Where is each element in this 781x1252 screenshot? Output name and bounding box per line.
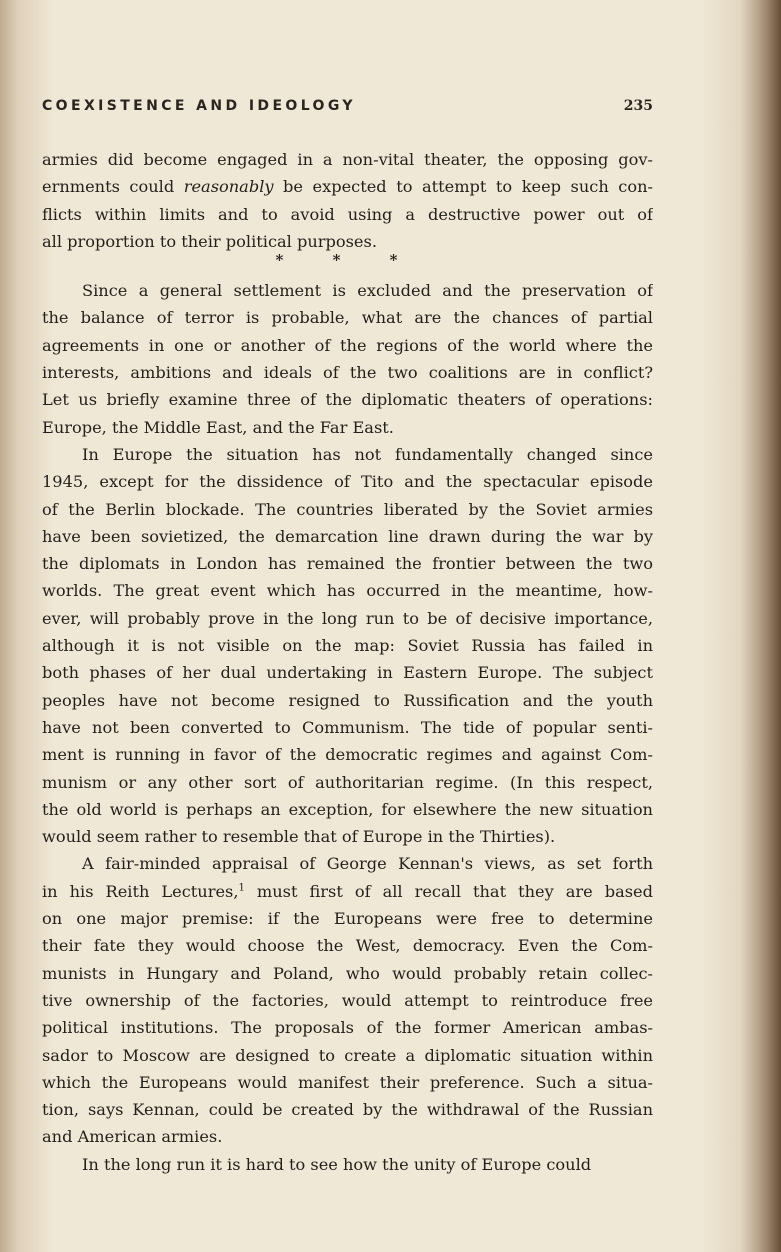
text-line: the balance of terror is probable, what are the chances of partial [42, 308, 653, 328]
text-line: would seem rather to resemble that of Europe in the Thirties). [42, 827, 556, 847]
text-line: tive ownership of the factories, would attempt to reintroduce free [42, 990, 653, 1010]
text-line: sador to Moscow are designed to create a diplomatic situation within [42, 1045, 653, 1065]
body-text [42, 146, 653, 1178]
text-line: which the Europeans would manifest their preference. Such a situa- [42, 1072, 653, 1092]
running-head-title: COEXISTENCE AND IDEOLOGY [42, 98, 356, 114]
text-line: the old world is perhaps an exception, for elsewhere the new situation [42, 799, 653, 819]
text-line: In the long run it is hard to see how the unity of Europe could [82, 1154, 592, 1174]
text-line: ment is running in favor of the democratic regimes and against Com- [42, 745, 653, 765]
text-line: political institutions. The proposals of the former American ambas- [42, 1018, 653, 1038]
text-line: have not been converted to Communism. The tide of popular senti- [42, 717, 653, 737]
text-line: have been sovietized, the demarcation line drawn during the war by [42, 526, 653, 546]
text-line: ernments could reasonably be expected to attempt to keep such con- [42, 177, 653, 197]
text-line: flicts within limits and to avoid using a destructive power out of [42, 204, 653, 224]
text-line: Europe, the Middle East, and the Far East. [42, 417, 394, 437]
text-line: armies did become engaged in a non-vital theater, the opposing gov- [42, 150, 653, 169]
text-line: interests, ambitions and ideals of the two coalitions are in conflict? [42, 363, 653, 383]
text-line: the diplomats in London has remained the frontier between the two [42, 554, 653, 574]
text-line: although it is not visible on the map: Soviet Russia has failed in [42, 636, 653, 656]
text-line: agreements in one or another of the regions of the world where the [42, 335, 653, 355]
text-line: and American armies. [42, 1127, 223, 1147]
text-line: Let us briefly examine three of the diplomatic theaters of operations: [42, 390, 653, 410]
text-line: their fate they would choose the West, democracy. Even the Com- [42, 936, 653, 956]
text-line: on one major premise: if the Europeans were free to determine [42, 909, 653, 929]
text-line: ever, will probably prove in the long run to be of decisive importance, [42, 608, 653, 628]
text-line: both phases of her dual undertaking in Eastern Europe. The subject [42, 663, 653, 683]
text-line: all proportion to their political purposes. [42, 231, 377, 251]
text-line: in his Reith Lectures,$^1$ must first of all recall that they are based [42, 881, 653, 901]
text-line: A fair-minded appraisal of George Kennan's views, as set forth [82, 854, 653, 874]
text-line: Since a general settlement is excluded and the preservation of [82, 281, 653, 301]
text-line: 1945, except for the dissidence of Tito and the spectacular episode [42, 472, 653, 492]
emphasis: reasonably [183, 177, 274, 197]
text-line: peoples have not become resigned to Russification and the youth [42, 690, 653, 710]
running-head [42, 98, 653, 118]
text-line: munism or any other sort of authoritarian regime. (In this respect, [42, 772, 653, 792]
footnote-marker: 1 [238, 882, 245, 894]
text-line: worlds. The great event which has occurred in the meantime, how- [42, 581, 653, 601]
page-number: 235 [623, 98, 653, 114]
text-line: of the Berlin blockade. The countries liberated by the Soviet armies [42, 499, 653, 519]
text-line: munists in Hungary and Poland, who would probably retain collec- [42, 963, 653, 983]
text-line: In Europe the situation has not fundamentally changed since [82, 444, 653, 464]
text-line: tion, says Kennan, could be created by the withdrawal of the Russian [42, 1100, 653, 1120]
section-separator: * * * [275, 251, 420, 270]
